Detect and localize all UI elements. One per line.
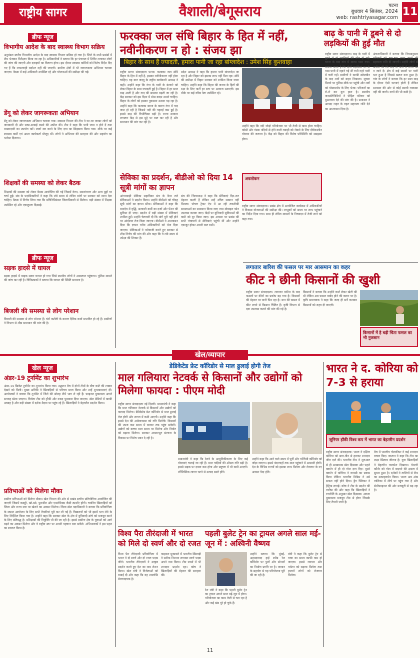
bullet-train-body-col1: रेल मंत्री ने कहा कि पहली बुलेट ट्रेन का ट्रायल अगले साल मई-जून में होगा। परियोजना का काम तेजी से चल रहा है और कई खंड पूरे हो चुके हैं।	[205, 588, 247, 605]
city: पटना	[388, 3, 398, 9]
hockey-headline: भारत ने द. कोरिया को 7-3 से हराया	[326, 362, 418, 389]
lead-body-col2: प्रदेश अध्यक्ष ने कहा कि हमारा पानी बांग्लादेश जा रहा है और बिहार को इसका लाभ नहीं मिल रहा। संधि की समीक्षा में बिहार सरकार को शामिल किया जाना चाहिए। उन्होंने कहा कि बिहार की जनता के हितों की रक्षा के लिए पार्टी हर स्तर पर आवाज उठाएगी। इस मौके पर कई वरिष्ठ नेता उपस्थित रहे।	[181, 70, 239, 96]
minister-image	[205, 552, 247, 586]
sevika-headline: सेविका का प्रदर्शन, बीडीओ को दिया 14 सूत्री मांगों का ज्ञापन	[120, 173, 233, 192]
hockey-body-col2: मैच में भारतीय गोलकीपर ने कई शानदार बचाव किए। कप्तान ने कहा कि टीम का लक्ष्य खिताब जीतना है। युवा खिलाड़ियों ने बेहतरीन तालमेल दिखाया। पेनल्टी कॉर्नर को गोल में बदलने की क्षमता में सुधार हुआ है। दर्शकों ने तालियों से टीम का उत्साहवर्धन किया। भारत अब अंक तालिका में शीर्ष पर पहुंच गया है और सेमीफाइनल की ओर मजबूती से बढ़ रहा है।	[374, 450, 418, 492]
bullet-train-headline: पहली बुलेट ट्रेन का ट्रायल अगले साल मई-जून में : अश्विनी वैष्णव	[205, 529, 321, 548]
business-body-col1: राष्ट्रीय सागर संवाददाता नई दिल्ली। प्रधानमंत्री ने कहा कि माल गलियारा नेटवर्क से किसानों और उद्योगों को फायदा मिलेगा। डेडिकेटेड फ्रेट कॉरिडोर से माल ढुलाई तेज होगी और लागत में कमी आएगी। उन्होंने कहा कि इससे देश की अर्थव्यवस्था को गति मिलेगी। किसानों की उपज कम समय में बाजार तक पहुंच सकेगी। उद्योगों को कच्चा माल समय पर मिलेगा और निर्यात को बढ़ावा मिलेगा। सरकार आधारभूत संरचना के विकास पर विशेष ध्यान दे रही है।	[118, 402, 176, 440]
sevika-body-col1: आंगनबाड़ी सेविका सहायिका संघ के बैनर तले सेविकाओं ने प्रदर्शन किया। उन्होंने बीडीओ को चौदह सूत्री मांगों का ज्ञापन सौंपा। सेविकाओं ने कहा कि मानदेय में वृद्धि, सरकारी कर्मी का दर्जा और पेंशन की सुविधा दी जाए। प्रदर्शन में बड़ी संख्या में सेविकाएं शामिल हुईं। उन्होंने चेतावनी दी कि मांगें पूरी नहीं होने पर आंदोलन तेज किया जाएगा। बीडीओ ने आश्वासन दिया कि ज्ञापन वरीय अधिकारियों को भेज दिया जाएगा। सेविकाओं ने नारेबाजी करते हुए सरकार से शीघ्र निर्णय की मांग की और कहा कि वे लंबे समय से उपेक्षा की शिकार हैं।	[120, 194, 178, 241]
section-rule	[118, 526, 322, 527]
website: web: rashtriyasagar.com	[336, 15, 398, 21]
hockey-photo	[326, 392, 418, 434]
crop-field-image	[360, 290, 418, 326]
farmer-body-col2: किसानों ने बताया कि उन्होंने कर्ज लेकर खेती की थी लेकिन अब फसल बर्बाद होने की कगार पर है। कृषि समन्वयक ने कहा कि जल्द ही सर्वे कराकर किसानों को राहत दी जाएगी।	[303, 290, 357, 307]
brief-headline: सड़क हादसे में घायल	[4, 265, 51, 272]
sevika-body-col2: संघ की जिलाध्यक्ष ने कहा कि सेविकाएं दिन-रात मेहनत करती हैं लेकिन उन्हें उचित सम्मान नहीं मिलता। पोषण ट्रैकर ऐप में आ रही तकनीकी समस्याओं का समाधान किया जाए तथा मोबाइल फोन उपलब्ध कराया जाए। केंद्रों पर बुनियादी सुविधाओं की कमी को दूर किया जाए। इस अवसर पर प्रखंड की सभी पंचायतों से सेविकाएं पहुंची थीं और उन्होंने एकजुट होकर अपनी बात रखी।	[181, 194, 239, 228]
divider-tag: खेल/व्यापार	[172, 350, 248, 360]
farmer-photo	[360, 290, 418, 326]
brief-headline: विभागीय आदेश के बाद स्वास्थ्य विभाग सक्रिय	[4, 44, 105, 51]
small-story-body: राष्ट्रीय सागर संवाददाता। प्रखंड क्षेत्र में आयोजित कार्यक्रम में अधिकारियों ने विकास योजनाओं की समीक्षा की। लाभुकों को समय पर लाभ पहुंचाने का निर्देश दिया गया। साथ ही लंबित मामलों के निष्पादन में तेजी लाने को कहा गया।	[242, 204, 322, 221]
sports-brief-headline: अंडर-19 टूर्नामेंट का शुभारंभ	[4, 375, 69, 382]
business-body-col2: प्रधानमंत्री ने कहा कि रेलवे के आधुनिकीकरण के लिए कई योजनाएं चलाई जा रही हैं। माल गाड़ियों की औसत गति बढ़ी है। इससे सड़क पर दबाव कम होगा और प्रदूषण में भी कमी आएगी। लॉजिस्टिक लागत घटने से उत्पाद सस्ते होंगे।	[178, 457, 248, 474]
edition-title: वैशाली/बेगूसराय	[179, 4, 261, 20]
brief-body: शिक्षकों की समस्या को लेकर बैठक आयोजित की गई जिसमें वेतन, स्थानांतरण और अन्य मुद्दों पर चर्चा हुई। संघ के पदाधिकारियों ने कहा कि लंबे समय से लंबित मांगों पर सरकार को ध्यान देना चाहिए। बैठक में निर्णय लिया गया कि प्रतिनिधिमंडल जिलाधिकारी से मिलेगा। बड़ी संख्या में शिक्षक उपस्थित रहे और एकजुटता दिखाई।	[4, 190, 112, 207]
hockey-caption: जूनियर हॉकी विश्व कप में भारत का बेहतरीन प्रदर्शन	[326, 434, 418, 448]
sports-brief-body: अंडर-19 क्रिकेट टूर्नामेंट का शुभारंभ किया गया। उद्घाटन मैच में दोनों टीमों के बीच कांटे की टक्कर देखने को मिली। मुख्य अतिथि ने खिलाड़ियों से परिचय प्राप्त किया और उन्हें शुभकामनाएं दीं। आयोजकों ने बताया कि टूर्नामेंट में जिले की सोलह टीमें भाग ले रही हैं। फाइनल मुकाबला अगले सप्ताह खेला जाएगा। विजेता टीम को ट्रॉफी और नकद पुरस्कार दिया जाएगा। खेल प्रेमियों में काफी उत्साह है और बड़ी संख्या में दर्शक मैदान पर पहुंच रहे हैं। खिलाड़ियों ने बेहतरीन प्रदर्शन किया।	[4, 384, 112, 405]
date: बुधवार 4 सितंबर, 2024	[351, 9, 398, 15]
lead-body-col1: राष्ट्रीय सागर संवाददाता पटना। फरक्का जल संधि बिहार के हित में नहीं है, इसका नवीनीकरण नहीं होना चाहिए। यह बात जदयू के राष्ट्रीय कार्यकारी अध्यक्ष ने कही। उन्होंने कहा कि गंगा के पानी के बंटवारे को लेकर बिहार के साथ ज्यादती हुई है। बिहार में हर साल बाढ़ आती है और गाद की समस्या बढ़ती जा रही है। केंद्र सरकार को इस दिशा में ठोस कदम उठाने चाहिए। बिहार के लोगों को इसका नुकसान उठाना पड़ रहा है। उन्होंने कहा कि फरक्का बराज के कारण गंगा में गाद जमा हो रही है जिससे नदी की गहराई कम हुई है। इससे बाढ़ की विभीषिका बढ़ी है। राज्य सरकार लगातार केंद्र से इस मुद्दे पर बात कर रही है और समाधान की मांग कर रही है।	[120, 70, 178, 125]
farmer-body-col1: राष्ट्रीय सागर संवाददाता। लगातार बारिश के बाद फसलों पर कीटों का प्रकोप बढ़ गया है। किसानों की मेहनत पर पानी फिर रहा है। धान की फसल में कीट लगने से किसान चिंतित हैं। कृषि विभाग से दवा उपलब्ध कराने की मांग की गई है।	[246, 290, 300, 311]
section-label: राष्ट्रीय सागर	[4, 3, 82, 23]
para-archery-body-col2: फाइनल मुकाबले में भारतीय खिलाड़ी ने सटीक निशाना लगाकर स्वर्ण पदक अपने नाम किया। टीम स्पर्धा में भी शानदार प्रदर्शन रहा। कोच ने खिलाड़ियों की मेहनत की सराहना की।	[161, 552, 201, 578]
subline-text: बिहार के साथ हैं ज्यादती, हमारा पानी जा रहा बांग्लादेश : उमेश सिंह कुशवाहा	[124, 59, 292, 66]
masthead-rule	[0, 23, 420, 25]
lead-headline: फरक्का जल संधि बिहार के हित में नहीं, नवीनीकरण न हो : संजय झा	[120, 29, 289, 57]
footer-page-number: 11	[206, 648, 214, 654]
minister-photo	[205, 552, 247, 586]
brief-headline: शिक्षकों की समस्या को लेकर बैठक	[4, 180, 81, 187]
business-headline: माल गलियारा नेटवर्क से किसानों और उद्योगों को मिलेगा फायदा : पीएम मोदी	[118, 372, 303, 397]
small-story-box	[242, 173, 322, 201]
column-rule	[115, 362, 116, 647]
masthead	[0, 0, 420, 26]
train-photo	[178, 402, 250, 454]
column-rule	[115, 30, 116, 348]
flood-body-col2: अंचलाधिकारी ने बताया कि नियमानुसार परिजनों को चार-चार लाख रुपये की सहायता राशि दी जाएगी। उन्होंने लोगों से अपील की कि बाढ़ के पानी में बच्चों को न जाने दें। क्षेत्र में कई स्थानों पर पानी भरा हुआ है जिससे खतरा बना हुआ है। गांव के लोगों ने बताया कि हर साल बाढ़ के दौरान ऐसी घटनाएं होती हैं लेकिन प्रशासन की ओर से कोई स्थायी व्यवस्था नहीं की जाती। नावों की भी कमी है।	[373, 52, 418, 94]
farmer-caption: किसानों में है बड़ी चिंता फसल का भी नुकसान	[360, 327, 418, 347]
flood-headline: बाढ़ के पानी में डूबने से दो लड़कियों की हुई मौत	[324, 29, 401, 48]
lead-body-col3: उन्होंने कहा कि नदी जोड़ो परियोजना पर भी तेजी से काम होना चाहिए। कोसी और गंडक नदियों से होने वाली तबाही को रोकने के लिए दीर्घकालीन योजना की जरूरत है। केंद्र को बिहार की विशेष परिस्थिति को समझना होगा।	[242, 124, 322, 141]
sports-brief-headline: प्रतिभाओं को मिलेगा मौका	[4, 488, 63, 495]
brief-headline: बिजली की समस्या से लोग परेशान	[4, 308, 79, 315]
brief-body: अनुमंडल स्तरीय विभागीय आदेश के बाद स्वास्थ्य विभाग सक्रिय हो गया है। जिले के सभी प्रखंडों में टीम भेजकर निरीक्षण किया जा रहा है। अधिकारियों ने बताया कि हर पंचायत में शिविर लगाकर लोगों की जांच की जाएगी और दवाइयों का वितरण होगा। इस दौरान स्वास्थ्य कर्मियों को विशेष निर्देश दिए गए हैं कि लापरवाही बर्दाश्त नहीं की जाएगी। ग्रामीण क्षेत्रों में भी जागरूकता अभियान चलाया जाएगा। बैठक में कई अधिकारी उपस्थित रहे और योजनाओं की समीक्षा की गई।	[4, 53, 112, 74]
business-kicker: डेडिकेटेड फ्रेट कॉरिडोर से माल ढुलाई होगी तेज	[169, 363, 271, 370]
small-story-headline: अवलोकन	[245, 176, 260, 181]
farmer-headline: कीट ने छीनी किसानों की खुशी	[246, 273, 380, 287]
sports-brief-body: ग्रामीण प्रतिभाओं को मिलेगा मौका। खेल विभाग की ओर से प्रखंड स्तरीय प्रतियोगिता आयोजित की जाएगी जिसमें कबड्डी, खो-खो, फुटबॉल और एथलेटिक्स जैसी स्पर्धाएं होंगी। चयनित खिलाड़ियों को जिला और राज्य स्तर पर खेलने का अवसर मिलेगा। जिला खेल पदाधिकारी ने बताया कि प्रतियोगिता के सफल आयोजन के लिए सभी तैयारियां पूरी कर ली गई हैं। विद्यालयों को भी इसमें भाग लेने के लिए निर्देशित किया गया है। उन्होंने कहा कि सरकार खेल के क्षेत्र में बुनियादी ढांचे को मजबूत करने के लिए प्रतिबद्ध है। प्रशिक्षकों की नियुक्ति भी की जा रही है। इससे ग्रामीण क्षेत्र के युवाओं को आगे बढ़ने का अवसर मिलेगा और वे राष्ट्रीय स्तर पर अपनी पहचान बना सकेंगे। अभिभावकों ने इस पहल का स्वागत किया है।	[4, 497, 112, 531]
freight-train-image	[178, 402, 250, 454]
brief-news-label: ब्रीफ न्यूज	[28, 33, 57, 42]
brief-news-label: ब्रीफ न्यूज	[28, 254, 57, 263]
column-rule	[323, 362, 324, 647]
para-archery-body-col1: विश्व पैरा तीरंदाजी प्रतियोगिता में भारत ने दो स्वर्ण और दो रजत पदक जीते। भारतीय तीरंदाजों ने उत्कृष्ट प्रदर्शन करते हुए देश का नाम रोशन किया। खेल मंत्री ने विजेताओं को बधाई दी और कहा कि यह उपलब्धि प्रेरणादायक है।	[118, 552, 158, 582]
farmer-kicker: लगातार बारिश की फसल पर मार आसमान का कहर	[246, 265, 351, 271]
hockey-body-col1: राष्ट्रीय सागर संवाददाता। भारत ने दक्षिण कोरिया को सात-तीन से हराकर शानदार जीत दर्ज की। भारतीय टीम ने शुरुआत से ही आक्रामक खेल दिखाया और पहले क्वार्टर में ही दो गोल दाग दिए। दूसरे क्वार्टर में कोरिया ने वापसी का प्रयास किया लेकिन भारतीय डिफेंस ने उसे सफल नहीं होने दिया। ड्रैग फ्लिकर ने हैट्रिक लगाई। कोच ने टीम के प्रदर्शन की तारीफ की और कहा कि खिलाड़ियों ने रणनीति के अनुसार खेल दिखाया। अगला मुकाबला मजबूत टीम से होगा जिसके लिए तैयारी जारी है।	[326, 450, 370, 505]
business-body-col3: उन्होंने कहा कि आने वाले समय में पूर्वी और पश्चिमी कॉरिडोर को जोड़ा जाएगा। इससे बंदरगाहों तक माल पहुंचाने में आसानी होगी। देश के विभिन्न राज्यों को इसका लाभ मिलेगा और रोजगार के नए अवसर पैदा होंगे।	[252, 457, 322, 474]
bullet-train-body-col2: उन्होंने बताया कि मुंबई-अहमदाबाद हाई स्पीड रेल कॉरिडोर पर पुलों और स्टेशनों का निर्माण प्रगति पर है। जापान के सहयोग से यह परियोजना पूरी की जा रही है।	[250, 552, 285, 578]
section-rule	[243, 262, 418, 263]
pm-image	[252, 402, 322, 454]
brief-headline: डेंगू को लेकर जागरूकता अभियान	[4, 110, 79, 117]
dateline	[300, 3, 398, 21]
brief-body: डेंगू को लेकर जागरूकता अभियान चलाया गया। स्वास्थ्य विभाग की टीम ने घर-घर जाकर लोगों को जानकारी दी और साफ-सफाई रखने की अपील की। टीम ने कहा कि पानी जमा न होने दें तथा मच्छरदानी का उपयोग करें। लार्वा नष्ट करने के लिए दवा का छिड़काव किया गया। मौके पर कई स्वास्थ्य कर्मी एवं आशा कार्यकर्ता मौजूद थीं। लोगों ने अभियान की सराहना की और सहयोग का भरोसा दिलाया।	[4, 119, 112, 140]
press-conference-image	[242, 68, 322, 122]
flood-body-col1: राष्ट्रीय सागर संवाददाता। बाढ़ के पानी में डूबने से दो लड़कियों की मौत हो गई। घटना के बाद गांव में मातम पसर गया। बताया जाता है कि दोनों लड़कियां घर के पास पानी में नहाने गई थीं तभी गहरे पानी में चली गईं। ग्रामीणों ने काफी खोजबीन के बाद शवों को बाहर निकाला। सूचना मिलने पर पुलिस मौके पर पहुंची और शवों को पोस्टमार्टम के लिए भेजा। परिजनों का रो-रो कर बुरा हाल है। स्थानीय जनप्रतिनिधियों ने पीड़ित परिवार को मुआवजा देने की मांग की है। प्रशासन ने आपदा राहत के तहत सहायता राशि देने का आश्वासन दिया है।	[325, 52, 370, 111]
para-archery-headline: विश्व पैरा तीरंदाजी में भारत को मिले दो स्वर्ण और दो रजत	[118, 529, 201, 548]
sports-news-label: खेल न्यूज	[28, 364, 57, 373]
section-divider	[0, 350, 420, 360]
hockey-match-image	[326, 392, 418, 434]
brief-body: सड़क हादसे में बाइक सवार घायल हो गया जिसे स्थानीय लोगों ने अस्पताल पहुंचाया। पुलिस मामले की जांच कर रही है। चिकित्सकों ने बताया कि घायल की स्थिति सामान्य है।	[4, 274, 112, 283]
brief-body: बिजली की समस्या से लोग परेशान हैं। घंटों कटौती के कारण दैनिक कार्य प्रभावित हो रहे हैं। ग्रामीणों ने विभाग से शीघ्र समाधान की मांग की है।	[4, 317, 112, 326]
pm-photo	[252, 402, 322, 454]
lead-photo	[242, 68, 322, 122]
bullet-train-body-col3: मंत्री ने कहा कि बुलेट ट्रेन से यात्रा का समय काफी कम हो जाएगा। इससे व्यापार और पर्यटन को बढ़ावा मिलेगा तथा हजारों लोगों को रोजगार मिलेगा।	[288, 552, 322, 578]
page-number: 11	[402, 2, 418, 22]
